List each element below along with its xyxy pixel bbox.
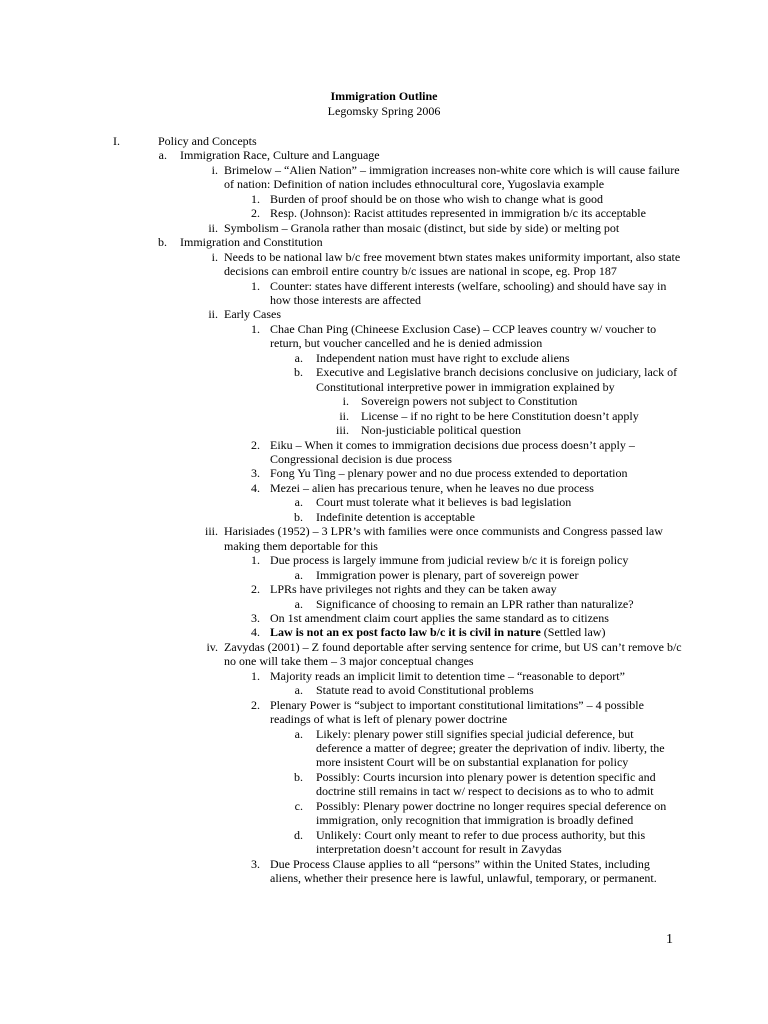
outline-text: Policy and Concepts (158, 134, 257, 148)
outline-text: Sovereign powers not subject to Constitution (361, 394, 578, 409)
outline-marker: 2. (251, 437, 260, 452)
outline-marker: 1. (251, 191, 260, 206)
outline-text: Resp. (Johnson): Racist attitudes represented in immigration b/c its acceptable (270, 206, 646, 221)
outline-item (0, 221, 768, 235)
outline-text: Statute read to avoid Constitutional problems (316, 683, 534, 698)
outline-text: Counter: states have different interests (welfare, schooling) and should have say in how those interests are affected (270, 278, 667, 307)
outline-marker: i. (211, 249, 218, 264)
outline-text-suffix: (Settled law) (540, 625, 606, 640)
outline-text: Independent nation must have right to exclude aliens (316, 350, 570, 365)
outline-text: Court must tolerate what it believes is bad legislation (316, 495, 572, 510)
outline-marker: a. (294, 567, 303, 582)
outline-marker: d. (294, 827, 303, 842)
outline-text: Possibly: Courts incursion into plenary power is detention specific and doctrine still remains in tact w/ respect to decisions as to who to admit (316, 769, 656, 799)
outline-item (0, 307, 768, 321)
outline-text: Immigration power is plenary, part of sovereign power (316, 567, 579, 582)
outline-item (0, 524, 768, 553)
outline-text: Executive and Legislative branch decisions conclusive on judiciary, lack of Constitutional interpretive power in immigration explained by (316, 365, 678, 394)
outline-marker: a. (158, 148, 167, 163)
outline-marker: i. (342, 394, 349, 409)
outline-item (0, 134, 768, 148)
outline-marker: c. (294, 798, 303, 813)
outline-text: Zavydas (2001) – Z found deportable after serving sentence for crime, but US can’t remove b/c no one will take them – 3 major conceptual changes (224, 639, 682, 669)
outline-item (0, 683, 768, 697)
outline-item (0, 597, 768, 611)
outline-marker: iii. (204, 524, 218, 539)
outline-item (0, 611, 768, 625)
outline-text: Early Cases (224, 307, 281, 322)
outline-item (0, 423, 768, 437)
outline-text: Mezei – alien has precarious tenure, when he leaves no due process (270, 480, 594, 495)
outline-marker: ii. (208, 220, 218, 235)
outline-marker: I. (113, 134, 120, 148)
outline-marker: ii. (208, 307, 218, 322)
outline-marker: b. (294, 509, 303, 524)
outline-item (0, 394, 768, 408)
outline-item (0, 857, 768, 886)
outline-text: Indefinite detention is acceptable (316, 509, 475, 524)
outline-marker: 2. (251, 697, 260, 712)
outline-item (0, 828, 768, 857)
page-number: 1 (666, 932, 673, 947)
outline-marker: ii. (339, 408, 349, 423)
outline-item (0, 568, 768, 582)
outline-text: Immigration Race, Culture and Language (180, 148, 380, 163)
outline-text: License – if no right to be here Constitution doesn’t apply (361, 408, 639, 423)
outline-marker: 1. (251, 553, 260, 568)
outline-marker: 3. (251, 856, 260, 871)
outline-item (0, 192, 768, 206)
outline-text: LPRs have privileges not rights and they can be taken away (270, 582, 557, 597)
outline-item (0, 582, 768, 596)
outline-marker: 4. (251, 625, 260, 640)
outline-marker: a. (294, 726, 303, 741)
outline-marker: 3. (251, 610, 260, 625)
outline-text: Needs to be national law b/c free movement btwn states makes uniformity important, also state decisions can embroil entire country b/c issues are national in scope, eg. Prop 187 (224, 249, 681, 279)
outline-marker: b. (294, 365, 303, 380)
outline-text: Eiku – When it comes to immigration decisions due process doesn’t apply – Congressional decision is due process (270, 437, 635, 466)
outline-marker: 3. (251, 466, 260, 481)
outline-text: Brimelow – “Alien Nation” – immigration increases non-white core which is will cause failure of nation: Definition of nation includes ethnocultural core, Yugoslavia example (224, 162, 680, 192)
outline-list (0, 134, 768, 886)
outline-item (0, 553, 768, 567)
outline-item (0, 770, 768, 799)
outline-text: Due process is largely immune from judicial review b/c it is foreign policy (270, 553, 629, 568)
outline-item (0, 351, 768, 365)
outline-text: Harisiades (1952) – 3 LPR’s with families were once communists and Congress passed law making them deportable for this (224, 524, 663, 553)
outline-text: Majority reads an implicit limit to detention time – “reasonable to deport” (270, 668, 625, 683)
outline-marker: 1. (251, 278, 260, 293)
outline-text: Due Process Clause applies to all “persons” within the United States, including aliens, whether their presence here is lawful, unlawful, temporary, or permanent. (270, 856, 657, 886)
outline-item (0, 409, 768, 423)
outline-marker: a. (294, 596, 303, 611)
outline-item (0, 206, 768, 220)
outline-text: Unlikely: Court only meant to refer to due process authority, but this interpretation doesn’t account for result in Zavydas (316, 827, 646, 857)
outline-text: Plenary Power is “subject to important constitutional limitations” – 4 possible readings of what is left of plenary power doctrine (270, 697, 644, 727)
outline-item (0, 438, 768, 467)
outline-item (0, 481, 768, 495)
outline-item (0, 163, 768, 192)
outline-item (0, 799, 768, 828)
outline-text: Immigration and Constitution (180, 235, 323, 250)
outline-item (0, 466, 768, 480)
outline-marker: 4. (251, 480, 260, 495)
outline-text: On 1st amendment claim court applies the same standard as to citizens (270, 610, 609, 625)
outline-marker: b. (158, 235, 167, 250)
outline-marker: i. (211, 162, 218, 177)
outline-text: Burden of proof should be on those who wish to change what is good (270, 191, 603, 206)
outline-text: Non-justiciable political question (361, 423, 521, 438)
outline-item (0, 727, 768, 770)
outline-item (0, 148, 768, 162)
outline-text-bold: Law is not an ex post facto law b/c it is civil in nature (270, 625, 541, 640)
outline-item (0, 279, 768, 308)
document-subtitle: Legomsky Spring 2006 (327, 103, 441, 118)
outline-item (0, 365, 768, 394)
outline-marker: 2. (251, 206, 260, 221)
document-title: Immigration Outline (330, 89, 438, 103)
outline-item (0, 495, 768, 509)
outline-text: Significance of choosing to remain an LPR rather than naturalize? (316, 596, 634, 611)
outline-text: Possibly: Plenary power doctrine no longer requires special deference on immigration, only recognition that immigration is broadly defined (316, 798, 667, 828)
outline-item (0, 510, 768, 524)
outline-item (0, 322, 768, 351)
outline-text (270, 625, 682, 639)
outline-item (0, 625, 768, 639)
outline-text: Likely: plenary power still signifies special judicial deference, but deference a matter of degree; greater the deprivation of indiv. liberty, the more insistent Court will be on substantial explanation for policy (316, 726, 665, 770)
outline-marker: a. (294, 350, 303, 365)
outline-text: Fong Yu Ting – plenary power and no due process extended to deportation (270, 466, 628, 481)
outline-item (0, 669, 768, 683)
outline-marker: a. (294, 683, 303, 698)
outline-marker: 1. (251, 668, 260, 683)
outline-marker: 1. (251, 321, 260, 336)
outline-item (0, 235, 768, 249)
title-block (0, 89, 768, 118)
outline-text: Symbolism – Granola rather than mosaic (distinct, but side by side) or melting pot (224, 220, 620, 235)
outline-marker: b. (294, 769, 303, 784)
outline-marker: iii. (335, 423, 349, 438)
outline-marker: iv. (206, 639, 218, 654)
outline-marker: a. (294, 495, 303, 510)
outline-item (0, 640, 768, 669)
outline-marker: 2. (251, 582, 260, 597)
outline-text: Chae Chan Ping (Chineese Exclusion Case) – CCP leaves country w/ voucher to return, but voucher cancelled and he is denied admission (270, 321, 657, 351)
outline-item (0, 250, 768, 279)
outline-item (0, 698, 768, 727)
